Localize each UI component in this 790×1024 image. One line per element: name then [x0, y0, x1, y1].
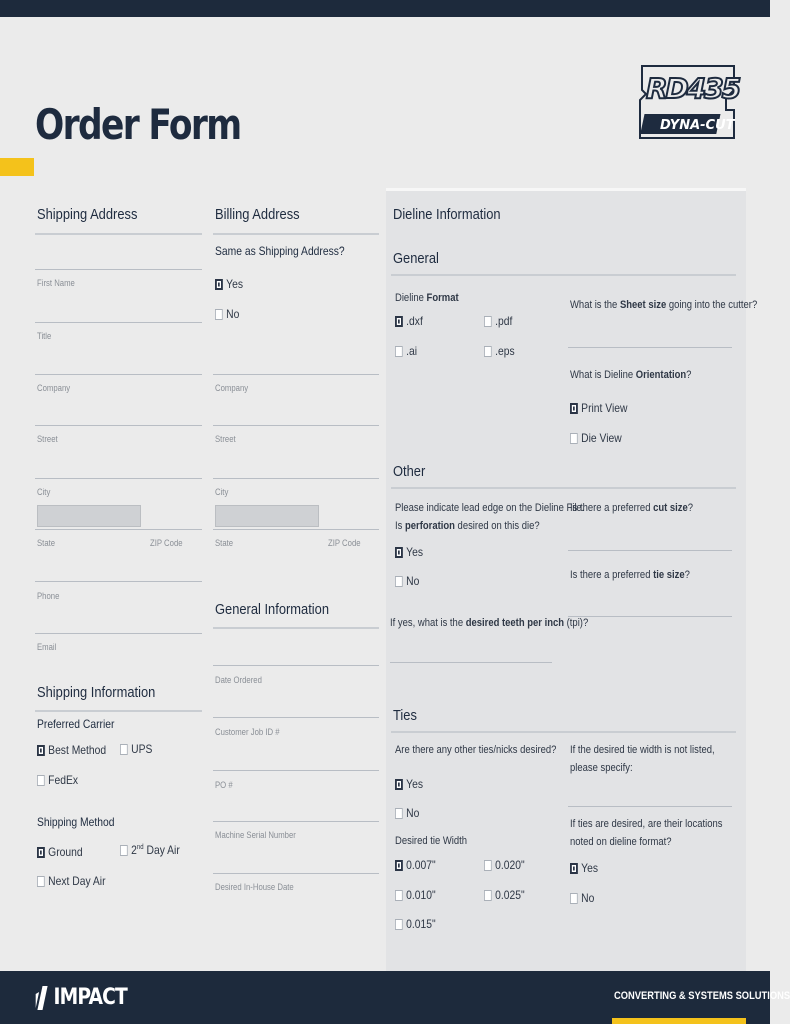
billing-zip-label: ZIP Code [328, 538, 361, 548]
option-label: Die View [581, 431, 622, 445]
checkbox-icon[interactable] [37, 775, 45, 786]
lead-edge-note: Please indicate lead edge on the Dieline File. [395, 502, 585, 514]
general-subtitle: General [393, 250, 439, 267]
po-label: PO # [215, 780, 233, 790]
divider [35, 710, 202, 712]
city-label: City [37, 487, 51, 497]
state-select[interactable] [37, 505, 141, 527]
checkbox-icon[interactable] [395, 808, 403, 819]
company-label: Company [37, 383, 71, 393]
billing-zip-field[interactable] [213, 529, 379, 530]
in-house-date-label: Desired In-House Date [215, 882, 294, 892]
phone-label: Phone [37, 591, 60, 601]
ties-no[interactable] [395, 806, 419, 820]
option-label: Yes [406, 545, 424, 559]
checkbox-icon[interactable] [395, 890, 403, 901]
street-label: Street [37, 434, 58, 444]
orientation-print-view[interactable] [570, 401, 627, 415]
preferred-carrier-label: Preferred Carrier [37, 717, 115, 731]
checkbox-icon[interactable] [570, 433, 578, 444]
po-field[interactable] [213, 770, 379, 771]
tpi-field[interactable] [390, 662, 552, 663]
option-label: 0.025" [495, 888, 525, 902]
billing-street-field[interactable] [213, 425, 379, 426]
billing-city-field[interactable] [213, 478, 379, 479]
phone-field[interactable] [35, 581, 202, 582]
locations-no[interactable] [570, 891, 594, 905]
checkbox-icon[interactable] [570, 863, 578, 874]
checkbox-icon[interactable] [395, 316, 403, 327]
customer-job-id-field[interactable] [213, 717, 379, 718]
method-2nd-day-air[interactable] [120, 843, 180, 857]
option-label: .ai [406, 344, 418, 358]
checkbox-icon[interactable] [395, 779, 403, 790]
carrier-ups[interactable] [120, 742, 152, 756]
machine-serial-field[interactable] [213, 821, 379, 822]
option-label: Yes [226, 277, 244, 291]
format-eps[interactable] [484, 344, 515, 358]
locations-yes[interactable] [570, 861, 598, 875]
billing-company-label: Company [215, 383, 249, 393]
tpi-question: If yes, what is the desired teeth per inch (tpi)? [390, 617, 589, 629]
top-bar [0, 0, 770, 17]
billing-state-select[interactable] [215, 505, 319, 527]
option-label: No [406, 574, 420, 588]
accent-bar [0, 158, 34, 176]
email-field[interactable] [35, 633, 202, 634]
first-name-field[interactable] [35, 269, 202, 270]
impact-mark-icon [34, 986, 51, 1010]
option-label: .dxf [406, 314, 423, 328]
option-label: No [406, 806, 420, 820]
sheet-size-field[interactable] [568, 347, 732, 348]
format-ai[interactable] [395, 344, 417, 358]
width-0010[interactable] [395, 888, 436, 902]
checkbox-icon[interactable] [395, 547, 403, 558]
zip-label: ZIP Code [150, 538, 183, 548]
checkbox-icon[interactable] [120, 744, 128, 755]
ties-subtitle: Ties [393, 707, 417, 724]
option-label: No [581, 891, 595, 905]
option-label: UPS [131, 742, 153, 756]
option-label: .pdf [495, 314, 513, 328]
width-0007[interactable] [395, 858, 436, 872]
checkbox-icon[interactable] [570, 893, 578, 904]
dieline-format-label: Dieline Format [395, 292, 459, 304]
email-label: Email [37, 642, 57, 652]
shipping-information-title: Shipping Information [37, 684, 156, 701]
width-0025[interactable] [484, 888, 525, 902]
format-pdf[interactable] [484, 314, 512, 328]
state-label: State [37, 538, 56, 548]
same-yes[interactable] [215, 277, 243, 291]
checkbox-icon[interactable] [215, 309, 223, 320]
checkbox-icon[interactable] [395, 860, 403, 871]
footer-tagline: CONVERTING & SYSTEMS SOLUTIONS [614, 990, 790, 1002]
other-subtitle: Other [393, 463, 426, 480]
billing-company-field[interactable] [213, 374, 379, 375]
rd435-logo [636, 60, 740, 144]
same-as-shipping-question: Same as Shipping Address? [215, 244, 345, 258]
option-label: Best Method [48, 743, 107, 757]
shipping-method-label: Shipping Method [37, 815, 115, 829]
method-next-day-air[interactable] [37, 874, 106, 888]
checkbox-icon[interactable] [395, 346, 403, 357]
zip-field[interactable] [35, 529, 202, 530]
shipping-address-title: Shipping Address [37, 206, 138, 223]
checkbox-icon[interactable] [395, 919, 403, 930]
machine-serial-label: Machine Serial Number [215, 830, 296, 840]
checkbox-icon[interactable] [37, 876, 45, 887]
title-label: Title [37, 331, 52, 341]
city-field[interactable] [35, 478, 202, 479]
format-dxf[interactable] [395, 314, 423, 328]
divider [391, 731, 736, 733]
dieline-information-title: Dieline Information [393, 206, 501, 223]
billing-state-label: State [215, 538, 234, 548]
tie-width-label: Desired tie Width [395, 835, 468, 847]
option-label: Next Day Air [48, 874, 106, 888]
checkbox-icon[interactable] [484, 316, 492, 327]
option-label: 0.010" [406, 888, 436, 902]
option-label: 0.020" [495, 858, 525, 872]
date-ordered-field[interactable] [213, 665, 379, 666]
checkbox-icon[interactable] [484, 860, 492, 871]
option-label: 0.015" [406, 917, 436, 931]
checkbox-icon[interactable] [37, 745, 45, 756]
option-label: FedEx [48, 773, 79, 787]
option-label: Print View [581, 401, 628, 415]
option-label: No [226, 307, 240, 321]
checkbox-icon[interactable] [395, 576, 403, 587]
carrier-best-method[interactable] [37, 743, 106, 757]
logo-brand: DYNA-CUT [660, 118, 735, 133]
title-field[interactable] [35, 322, 202, 323]
checkbox-icon[interactable] [484, 890, 492, 901]
company-field[interactable] [35, 374, 202, 375]
footer-accent [612, 1018, 746, 1024]
width-0015[interactable] [395, 917, 436, 931]
street-field[interactable] [35, 425, 202, 426]
method-ground[interactable] [37, 845, 83, 859]
option-label: .eps [495, 344, 515, 358]
in-house-date-field[interactable] [213, 873, 379, 874]
option-label: 0.007" [406, 858, 436, 872]
perforation-question: Is perforation desired on this die? [395, 520, 540, 532]
tie-locations-question: If ties are desired, are their locations noted on dieline format? [570, 818, 723, 848]
checkbox-icon[interactable] [570, 403, 578, 414]
option-label: Yes [406, 777, 424, 791]
tie-size-question: Is there a preferred tie size? [570, 569, 690, 581]
cut-size-question: Is there a preferred cut size? [570, 502, 694, 514]
billing-address-title: Billing Address [215, 206, 300, 223]
checkbox-icon[interactable] [37, 847, 45, 858]
checkbox-icon[interactable] [215, 279, 223, 290]
divider [391, 487, 736, 489]
date-ordered-label: Date Ordered [215, 675, 262, 685]
divider [35, 233, 202, 235]
orientation-question: What is Dieline Orientation? [570, 369, 692, 381]
tie-width-not-listed: If the desired tie width is not listed, please specify: [570, 744, 715, 774]
option-label: 2nd Day Air [131, 843, 180, 857]
first-name-label: First Name [37, 278, 75, 288]
option-label: Ground [48, 845, 83, 859]
perforation-yes[interactable] [395, 545, 423, 559]
divider [391, 274, 736, 276]
width-0020[interactable] [484, 858, 525, 872]
same-no[interactable] [215, 307, 239, 321]
checkbox-icon[interactable] [120, 845, 128, 856]
checkbox-icon[interactable] [484, 346, 492, 357]
carrier-fedex[interactable] [37, 773, 78, 787]
tie-width-specify-field[interactable] [568, 806, 732, 807]
billing-city-label: City [215, 487, 229, 497]
sheet-size-question: What is the Sheet size going into the cutter? [570, 299, 758, 311]
impact-wordmark: IMPACT [53, 985, 127, 1010]
ties-question: Are there any other ties/nicks desired? [395, 744, 557, 756]
divider [213, 627, 379, 629]
orientation-die-view[interactable] [570, 431, 622, 445]
impact-logo [34, 985, 127, 1010]
ties-yes[interactable] [395, 777, 423, 791]
billing-street-label: Street [215, 434, 236, 444]
general-information-title: General Information [215, 601, 330, 618]
cut-size-field[interactable] [568, 550, 732, 551]
option-label: Yes [581, 861, 599, 875]
customer-job-id-label: Customer Job ID # [215, 727, 280, 737]
perforation-no[interactable] [395, 574, 419, 588]
logo-name: RD435 [646, 72, 740, 105]
tie-size-field[interactable] [568, 616, 732, 617]
page-title: Order Form [35, 100, 241, 149]
divider [213, 233, 379, 235]
